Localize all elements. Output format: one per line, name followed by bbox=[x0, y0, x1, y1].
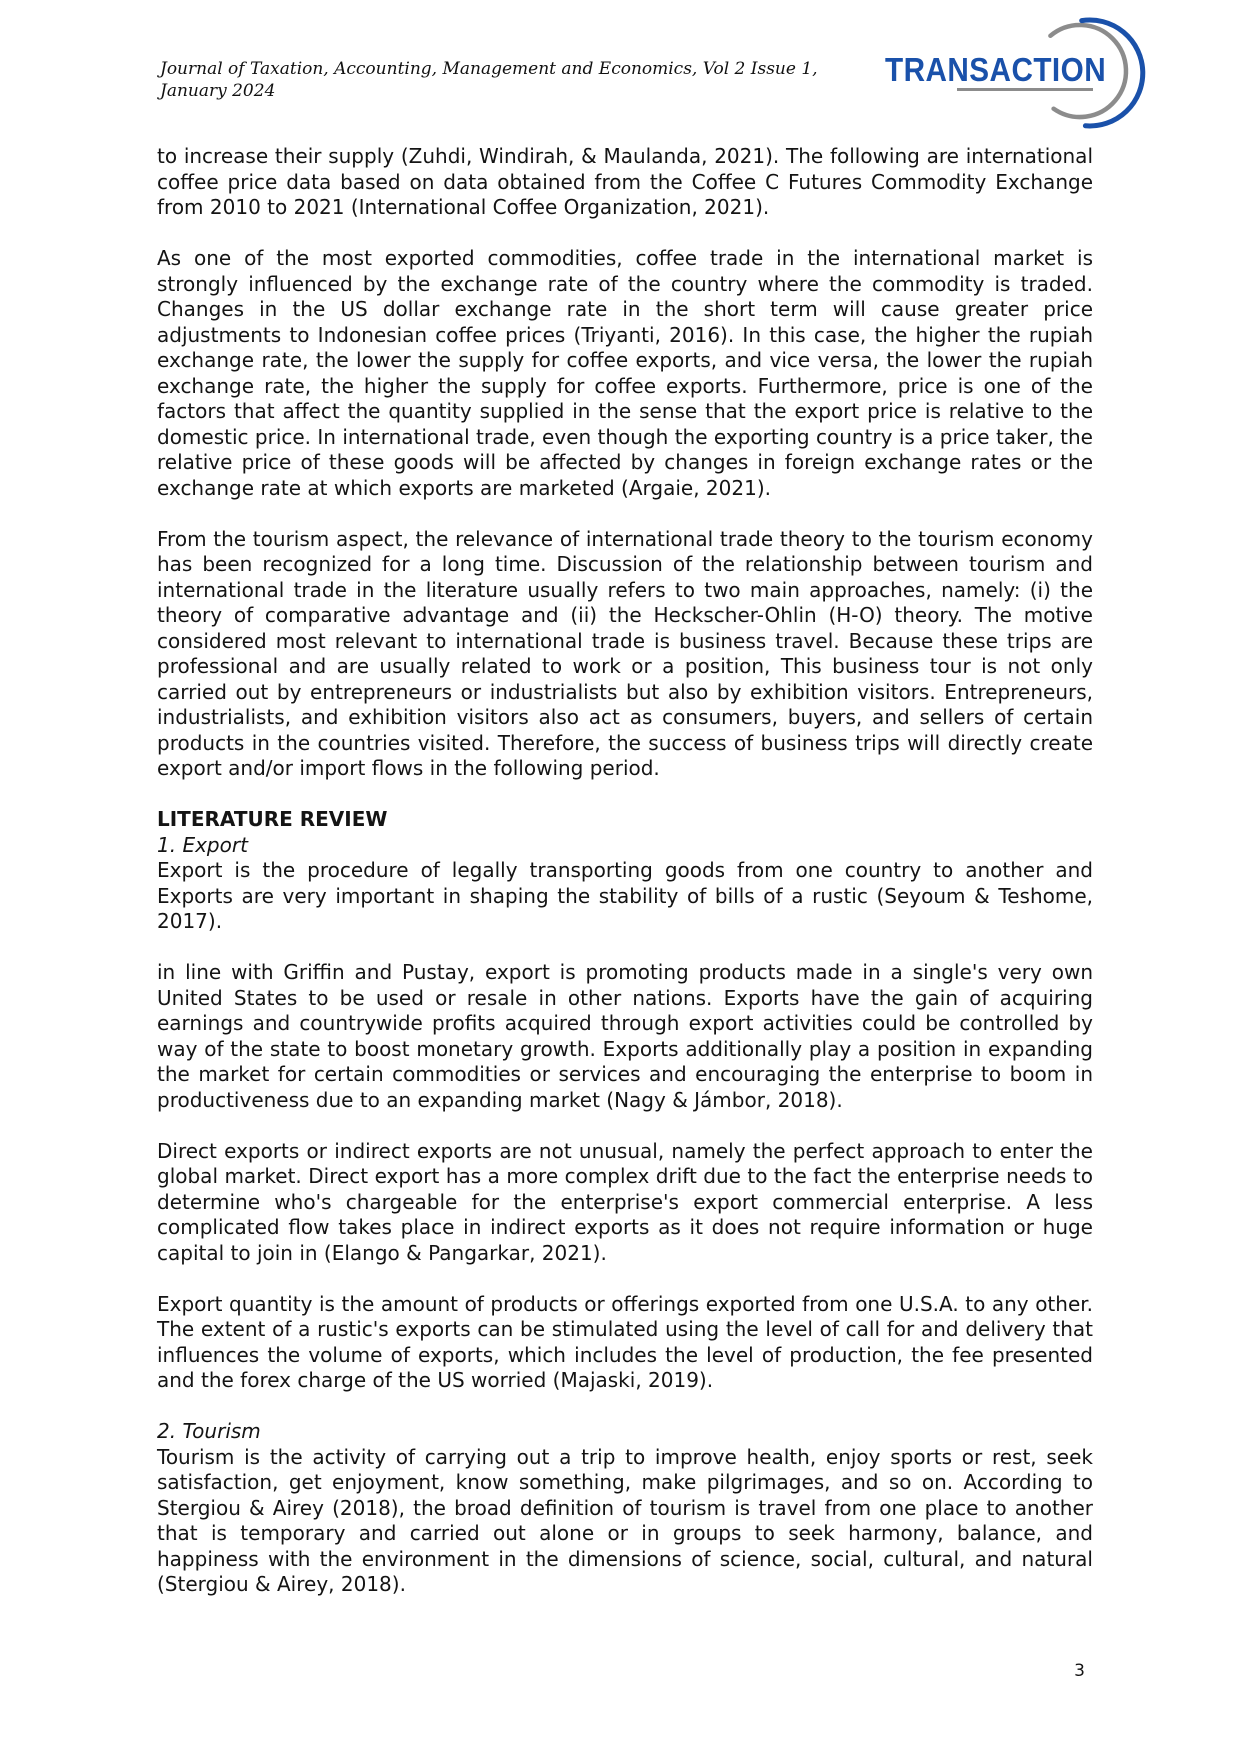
paragraph: Tourism is the activity of carrying out a trip to improve health, enjoy sports or rest, seek satisfaction, get enjoyment, know something, make pilgrimages, and so on. According to Stergiou & Airey (2018), the broad definition of tourism is travel from one place to another that is temporary and carried out alone or in groups to seek harmony, balance, and happiness with the environment in the dimensions of science, social, cultural, and natural (Stergiou & Airey, 2018). bbox=[157, 1444, 1093, 1596]
paragraph: Export is the procedure of legally transporting goods from one country to another and Exports are very important in shaping the stability of bills of a rustic (Seyoum & Teshome, 2017). bbox=[157, 858, 1093, 933]
article-body bbox=[157, 144, 1093, 1598]
subsection-heading-export: 1. Export bbox=[157, 832, 248, 857]
page-number: 3 bbox=[1074, 1661, 1085, 1681]
paragraph: Export quantity is the amount of products or offerings exported from one U.S.A. to any other. The extent of a rustic's exports can be stimulated using the level of call for and delivery that influences the volume of exports, which includes the level of production, the fee presented and the forex charge of the US worried (Majaski, 2019). bbox=[157, 1291, 1093, 1392]
paragraph: As one of the most exported commodities, coffee trade in the international market is strongly influenced by the exchange rate of the country where the commodity is traded. Changes in the US dollar exchange rate in the short term will cause greater price adjustments to Indonesian coffee prices (Triyanti, 2016). In this case, the higher the rupiah exchange rate, the lower the supply for coffee exports, and vice versa, the lower the rupiah exchange rate, the higher the supply for coffee exports. Furthermore, price is one of the factors that affect the quantity supplied in the sense that the export price is relative to the domestic price. In international trade, even though the exporting country is a price taker, the relative price of these goods will be affected by changes in foreign exchange rates or the exchange rate at which exports are marketed (Argaie, 2021). bbox=[157, 246, 1093, 500]
transaction-logo bbox=[880, 6, 1220, 136]
paragraph: Direct exports or indirect exports are not unusual, namely the perfect approach to enter the global market. Direct export has a more complex drift due to the fact the enterprise needs to determine who's chargeable for the enterprise's export commercial enterprise. A less complicated flow takes place in indirect exports as it does not require information or huge capital to join in (Elango & Pangarkar, 2021). bbox=[157, 1138, 1093, 1265]
subsection-heading-tourism: 2. Tourism bbox=[157, 1419, 261, 1443]
paragraph: From the tourism aspect, the relevance of international trade theory to the tourism economy has been recognized for a long time. Discussion of the relationship between tourism and international trade in the literature usually refers to two main approaches, namely: (i) the theory of comparative advantage and (ii) the Heckscher-Ohlin (H-O) theory. The motive considered most relevant to international trade is business travel. Because these trips are professional and are usually related to work or a position, This business tour is not only carried out by entrepreneurs or industrialists but also by exhibition visitors. Entrepreneurs, industrialists, and exhibition visitors also act as consumers, buyers, and sellers of certain products in the countries visited. Therefore, the success of business trips will directly create export and/or import flows in the following period. bbox=[157, 526, 1093, 780]
logo-underline bbox=[957, 88, 1093, 91]
logo-wordmark: TRANSACTION bbox=[885, 51, 1107, 88]
journal-header-line: Journal of Taxation, Accounting, Management and Economics, Vol 2 Issue 1, January 2024 bbox=[160, 59, 818, 101]
section-heading-literature-review: LITERATURE REVIEW bbox=[157, 807, 388, 831]
paragraph: in line with Griffin and Pustay, export is promoting products made in a single's very own United States to be used or resale in other nations. Exports have the gain of acquiring earnings and countrywide profits acquired through export activities could be controlled by way of the state to boost monetary growth. Exports additionally play a position in expanding the market for certain commodities or services and encouraging the enterprise to boom in productiveness due to an expanding market (Nagy & Jámbor, 2018). bbox=[157, 960, 1093, 1112]
paragraph: to increase their supply (Zuhdi, Windirah, & Maulanda, 2021). The following are international coffee price data based on data obtained from the Coffee C Futures Commodity Exchange from 2010 to 2021 (International Coffee Organization, 2021). bbox=[157, 144, 1093, 219]
